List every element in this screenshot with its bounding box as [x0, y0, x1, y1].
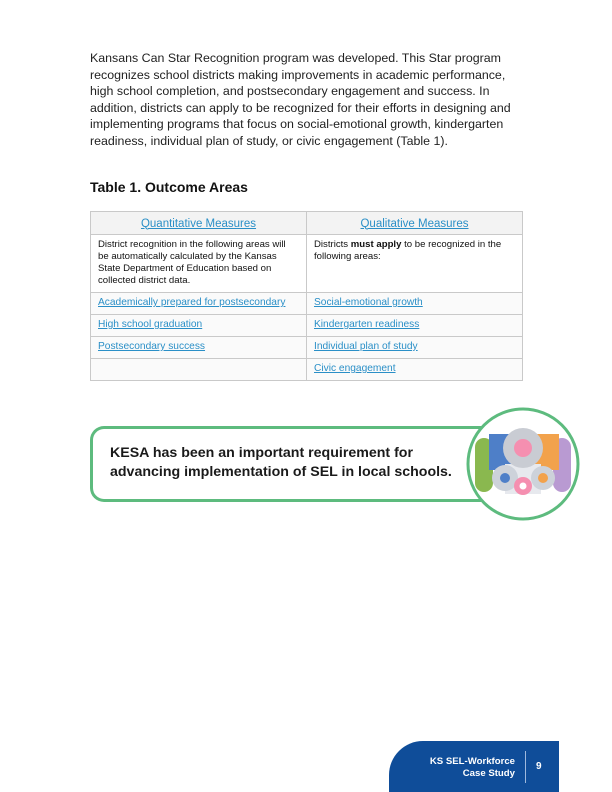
- desc-text: Districts: [314, 239, 351, 250]
- table-cell: [91, 293, 307, 315]
- table-row: [91, 337, 523, 359]
- callout-text: KESA has been an important requirement for advancing implementation of SEL in local schools.: [110, 445, 452, 480]
- footer-label: [405, 756, 515, 780]
- page-number: 9: [536, 761, 542, 772]
- table-cell: [91, 359, 307, 381]
- table-row: [91, 315, 523, 337]
- footer-subtitle: Case Study: [462, 768, 515, 779]
- table-description-row: [91, 235, 523, 293]
- link-high-school-graduation[interactable]: High school graduation: [98, 319, 203, 330]
- footer-title: KS SEL-Workforce: [429, 756, 515, 767]
- table-cell: [91, 337, 307, 359]
- desc-emphasis: must apply: [350, 239, 402, 250]
- table-header-row: [91, 212, 523, 235]
- table-cell: [91, 315, 307, 337]
- qualitative-description: [307, 235, 523, 293]
- gears-puzzle-icon: [465, 406, 581, 522]
- table-cell: [307, 337, 523, 359]
- link-kindergarten-readiness[interactable]: Kindergarten readiness: [314, 319, 420, 330]
- table-title: Table 1. Outcome Areas: [90, 179, 248, 195]
- desc-text: to be recognized in the following areas:: [314, 239, 502, 262]
- link-social-emotional-growth[interactable]: Social-emotional growth: [314, 297, 423, 308]
- link-postsecondary-success[interactable]: Postsecondary success: [98, 341, 206, 352]
- table-cell: [307, 359, 523, 381]
- table-cell: [307, 315, 523, 337]
- outcome-areas-table: [90, 211, 523, 381]
- intro-paragraph: Kansans Can Star Recognition program was developed. This Star program recognizes school districts making improvements in academic performance, high school completion, and postsecondary engagement and success. In addition, districts can apply to be recognized for their efforts in designing and implementing programs that focus on social-emotional growth, kindergarten readiness, individual plan of study, or civic engagement (Table 1).: [90, 51, 511, 148]
- qualitative-header[interactable]: Qualitative Measures: [307, 212, 523, 235]
- link-academically-prepared[interactable]: Academically prepared for postsecondary: [98, 297, 286, 308]
- table-cell: [307, 293, 523, 315]
- link-civic-engagement[interactable]: Civic engagement: [314, 363, 396, 374]
- quantitative-header[interactable]: Quantitative Measures: [91, 212, 307, 235]
- link-individual-plan-of-study[interactable]: Individual plan of study: [314, 341, 418, 352]
- footer-divider: [525, 751, 526, 783]
- table-row: [91, 293, 523, 315]
- quantitative-description: District recognition in the following areas will be automatically calculated by the Kansas State Department of Education based on collected district data.: [91, 235, 307, 293]
- table-row: [91, 359, 523, 381]
